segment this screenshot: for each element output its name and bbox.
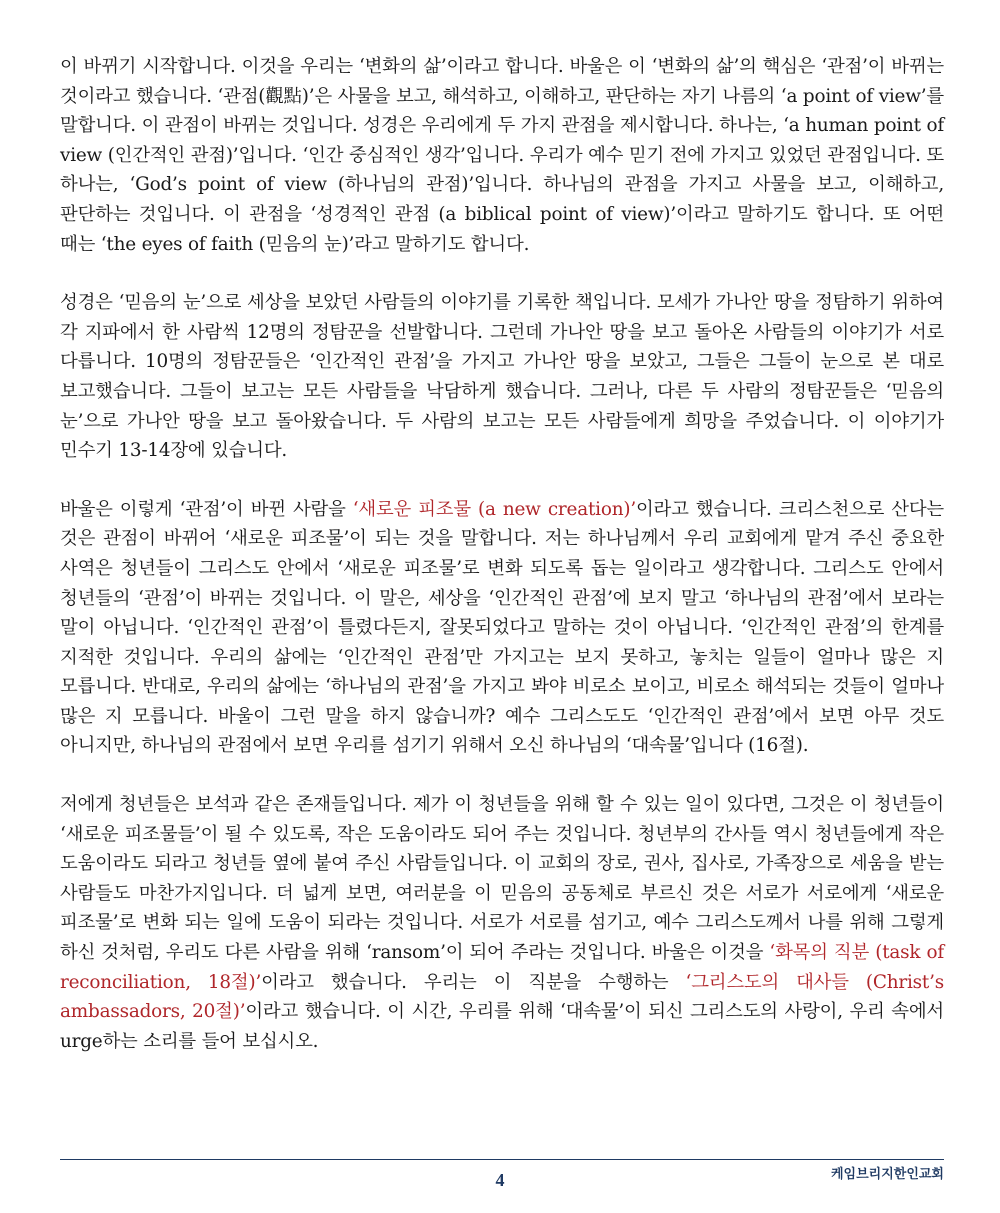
paragraph-3 xyxy=(60,495,944,761)
page-number: 4 xyxy=(495,1170,505,1190)
church-name: 케임브리지한인교회 xyxy=(830,1167,944,1182)
footer-divider xyxy=(60,1159,944,1160)
paragraph-2-text: 성경은 ‘믿음의 눈’으로 세상을 보았던 사람들의 이야기를 기록한 책입니다. 모세가 가나안 땅을 정탐하기 위하여 각 지파에서 한 사람씩 12명의 정탐꾼을 선발합니다. 그런데 가나안 땅을 보고 돌아온 사람들의 이야기가 서로 다릅니다. 10명의 정탐꾼들은 ‘인간적인 관점’을 가지고 가나안 땅을 보았고, 그들은 그들이 눈으로 본 대로 보고했습니다. 그들이 보고는 모든 사람들을 낙담하게 했습니다. 그러나, 다른 두 사람의 정탐꾼들은 ‘믿음의 눈’으로 가나안 땅을 보고 돌아왔습니다. 두 사람의 보고는 모든 사람들에게 희망을 주었습니다. 이 이야기가 민수기 13-14장에 있습니다. xyxy=(60,292,944,462)
new-creation-highlight: ‘새로운 피조물 (a new creation)’ xyxy=(352,498,636,520)
paragraph-3-text-a: 바울은 이렇게 ‘관점’이 바뀐 사람을 xyxy=(60,498,353,520)
paragraph-4-text-b: 이라고 했습니다. 우리는 이 직분을 수행하는 xyxy=(261,971,686,993)
paragraph-2 xyxy=(60,288,944,466)
document-body xyxy=(60,52,944,1085)
paragraph-1-text: 이 바뀌기 시작합니다. 이것을 우리는 ‘변화의 삶’이라고 합니다. 바울은 이 ‘변화의 삶’의 핵심은 ‘관점’이 바뀌는 것이라고 했습니다. ‘관점(觀點)’은 사물을 보고, 해석하고, 이해하고, 판단하는 자기 나름의 ‘a point of view’를 말합니다. 이 관점이 바뀌는 것입니다. 성경은 우리에게 두 가지 관점을 제시합니다. 하나는, ‘a human point of view (인간적인 관점)’입니다. ‘인간 중심적인 생각’입니다. 우리가 예수 믿기 전에 가지고 있었던 관점입니다. 또 하나는, ‘God’s point of view (하나님의 관점)’입니다. 하나님의 관점을 가지고 사물을 보고, 이해하고, 판단하는 것입니다. 이 관점을 ‘성경적인 관점 (a biblical point of view)’이라고 말하기도 합니다. 또 어떤 때는 ‘the eyes of faith (믿음의 눈)’라고 말하기도 합니다. xyxy=(60,56,944,255)
paragraph-3-text-b: 이라고 했습니다. 크리스천으로 산다는 것은 관점이 바뀌어 ‘새로운 피조물’이 되는 것을 말합니다. 저는 하나님께서 우리 교회에게 맡겨 주신 중요한 사역은 청년들이 그리스도 안에서 ‘새로운 피조물’로 변화 되도록 돕는 일이라고 생각합니다. 그리스도 안에서 청년들의 ‘관점’이 바뀌는 것입니다. 이 말은, 세상을 ‘인간적인 관점’에 보지 말고 ‘하나님의 관점’에서 보라는 말이 아닙니다. ‘인간적인 관점’이 틀렸다든지, 잘못되었다고 말하는 것이 아닙니다. ‘인간적인 관점’의 한계를 지적한 것입니다. 우리의 삶에는 ‘인간적인 관점’만 가지고는 보지 못하고, 놓치는 일들이 얼마나 많은 지 모릅니다. 반대로, 우리의 삶에는 ‘하나님의 관점’을 가지고 봐야 비로소 보이고, 비로소 해석되는 것들이 얼마나 많은 지 모릅니다. 바울이 그런 말을 하지 않습니까? 예수 그리스도도 ‘인간적인 관점’에서 보면 아무 것도 아니지만, 하나님의 관점에서 보면 우리를 섬기기 위해서 오신 하나님의 ‘대속물’입니다 (16절). xyxy=(60,498,944,757)
paragraph-4 xyxy=(60,790,944,1056)
reconciliation-highlight: ‘화목의 직분 (task of reconciliation, 18절)’ xyxy=(60,942,944,993)
paragraph-1 xyxy=(60,52,944,259)
paragraph-4-text-c: 이라고 했습니다. 이 시간, 우리를 위해 ‘대속물’이 되신 그리스도의 사랑이, 우리 속에서 urge하는 소리를 들어 보십시오. xyxy=(60,1001,944,1052)
paragraph-4-text-a: 저에게 청년들은 보석과 같은 존재들입니다. 제가 이 청년들을 위해 할 수 있는 일이 있다면, 그것은 이 청년들이 ‘새로운 피조물들’이 될 수 있도록, 작은 도움이라도 되어 주는 것입니다. 청년부의 간사들 역시 청년들에게 작은 도움이라도 되라고 청년들 옆에 붙여 주신 사람들입니다. 이 교회의 장로, 권사, 집사로, 가족장으로 세움을 받는 사람들도 마찬가지입니다. 더 넓게 보면, 여러분을 이 믿음의 공동체로 부르신 것은 서로가 서로에게 ‘새로운 피조물’로 변화 되는 일에 도움이 되라는 것입니다. 서로가 서로를 섬기고, 예수 그리스도께서 나를 위해 그렇게 하신 것처럼, 우리도 다른 사람을 위해 ‘ransom’이 되어 주라는 것입니다. 바울은 이것을 xyxy=(60,794,944,964)
ambassadors-highlight: ‘그리스도의 대사들 (Christ’s ambassadors, 20절)’ xyxy=(60,971,944,1023)
